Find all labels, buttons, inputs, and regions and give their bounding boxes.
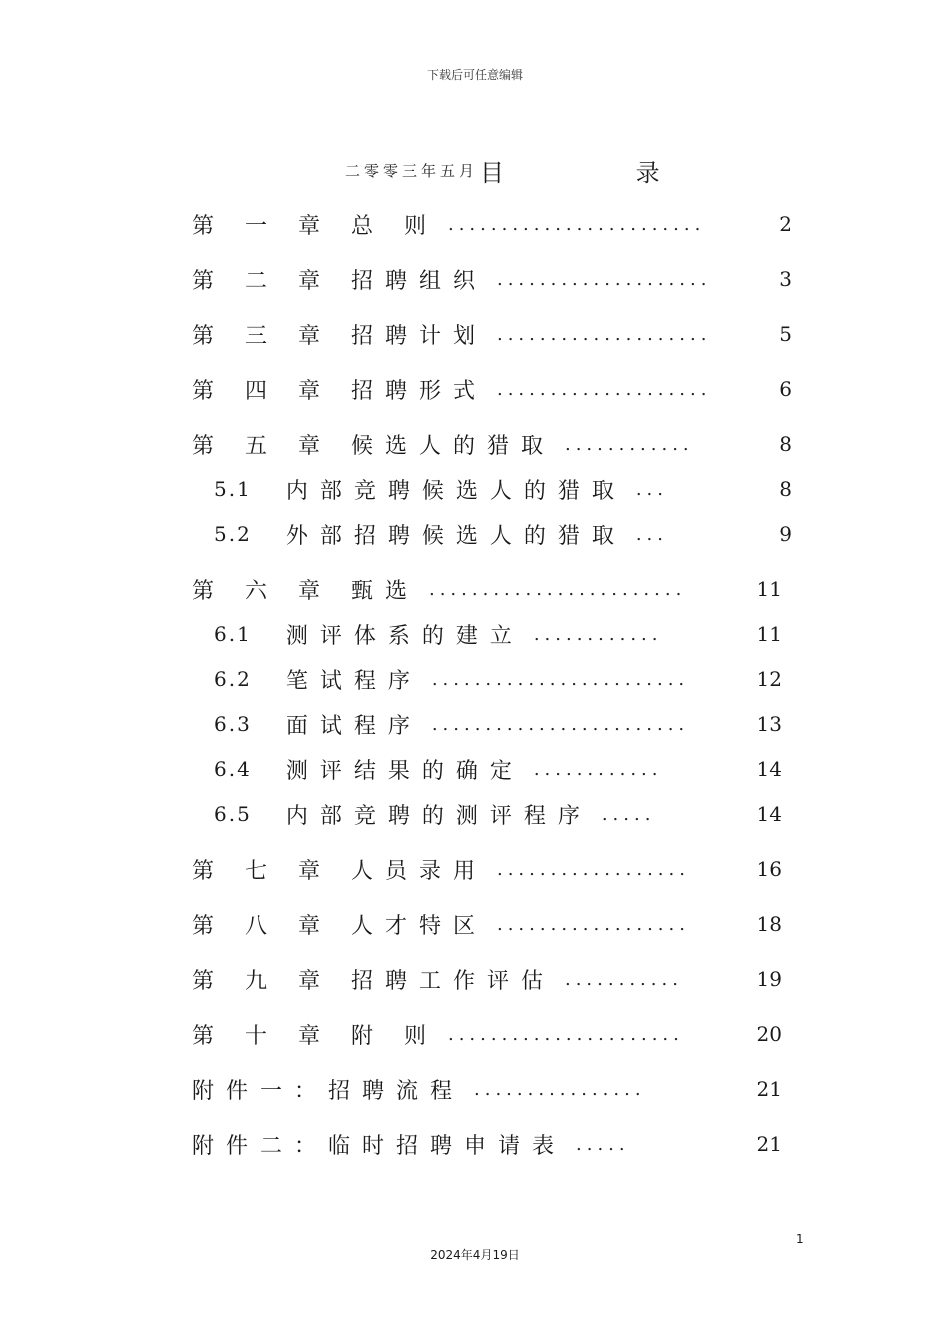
toc-entry[interactable] (192, 208, 792, 240)
toc-subentry[interactable] (214, 708, 782, 740)
toc-leader-dots: .................... (496, 323, 712, 345)
toc-subentry[interactable] (214, 663, 782, 695)
toc-leader-dots: ........................ (428, 578, 687, 600)
toc-subentry-label: 测评体系的建立 (285, 623, 524, 649)
toc-leader-dots: .................. (496, 858, 690, 880)
toc-subentry[interactable] (214, 618, 782, 650)
toc-entry-page: 12 (756, 667, 782, 691)
footer-date: 2024年4月19日 (430, 1248, 520, 1262)
toc-entry-label: 第 三 章 招聘计划 (192, 323, 487, 349)
toc-leader-dots: ...................... (447, 1023, 684, 1045)
toc-entry-label: 第 五 章 候选人的猎取 (192, 433, 555, 459)
toc-subentry-label: 测评结果的确定 (285, 758, 524, 784)
toc-entry[interactable] (192, 318, 792, 350)
toc-entry-label: 附件一：招聘流程 (192, 1078, 465, 1104)
toc-entry-page: 18 (756, 912, 782, 936)
toc-leader-dots: ..... (601, 803, 656, 825)
toc-leader-dots: ........................ (447, 213, 706, 235)
toc-entry-label: 附件二：临时招聘申请表 (192, 1133, 567, 1159)
toc-subentry-label: 内部竞聘候选人的猎取 (285, 478, 626, 504)
toc-leader-dots: ... (635, 478, 668, 500)
title-date: 二零零三年五月 (345, 161, 479, 180)
toc-entry-page: 3 (779, 267, 792, 291)
toc-subentry-number: 5.1 (214, 477, 252, 501)
toc-subentry-number: 6.3 (214, 712, 252, 736)
toc-entry-page: 14 (756, 802, 782, 826)
toc-leader-dots: .................. (496, 913, 690, 935)
toc-entry-label: 第 一 章 总 则 (192, 213, 438, 239)
toc-entry[interactable] (192, 263, 792, 295)
toc-entry-page: 16 (756, 857, 782, 881)
toc-entry[interactable] (192, 373, 792, 405)
page-number: 1 (796, 1232, 804, 1246)
toc-title: 目 录 (480, 158, 722, 187)
toc-subentry-number: 6.5 (214, 802, 252, 826)
toc-entry-page: 13 (756, 712, 782, 736)
toc-entry-label: 第 六 章 甄选 (192, 578, 419, 604)
toc-entry-page: 8 (779, 477, 792, 501)
toc-entry[interactable] (192, 1128, 782, 1160)
toc-entry-page: 2 (779, 212, 792, 236)
toc-leader-dots: ... (635, 523, 668, 545)
toc-entry[interactable] (192, 963, 782, 995)
toc-subentry-number: 6.2 (214, 667, 252, 691)
toc-entry[interactable] (192, 573, 782, 605)
toc-subentry[interactable] (214, 798, 782, 830)
header-note: 下载后可任意编辑 (426, 68, 523, 82)
toc-entry-label: 第 四 章 招聘形式 (192, 378, 487, 404)
toc-entry-label: 第 八 章 人才特区 (192, 913, 487, 939)
toc-subentry-label: 笔试程序 (285, 668, 422, 694)
toc-entry[interactable] (192, 853, 782, 885)
toc-leader-dots: ........................ (431, 668, 690, 690)
toc-title-row (345, 155, 722, 185)
toc-subentry-label: 内部竞聘的测评程序 (285, 803, 592, 829)
toc-entry-page: 6 (779, 377, 792, 401)
toc-subentry-number: 6.4 (214, 757, 252, 781)
toc-subentry-number: 6.1 (214, 622, 252, 646)
toc-leader-dots: ........... (564, 968, 683, 990)
toc-entry-page: 5 (779, 322, 792, 346)
toc-entry-page: 11 (756, 577, 782, 601)
toc-subentry-label: 外部招聘候选人的猎取 (285, 523, 626, 549)
toc-entry[interactable] (192, 428, 792, 460)
toc-leader-dots: ............ (533, 758, 663, 780)
toc-entry-page: 11 (756, 622, 782, 646)
toc-subentry[interactable] (214, 518, 792, 550)
toc-entry[interactable] (192, 1018, 782, 1050)
toc-entry-label: 第 九 章 招聘工作评估 (192, 968, 555, 994)
toc-entry-label: 第 七 章 人员录用 (192, 858, 487, 884)
toc-entry-label: 第 十 章 附 则 (192, 1023, 438, 1049)
toc-entry-page: 21 (756, 1132, 782, 1156)
toc-entry-page: 20 (756, 1022, 782, 1046)
toc-leader-dots: ................ (474, 1078, 646, 1100)
toc-leader-dots: ............ (564, 433, 694, 455)
toc-entry-page: 19 (756, 967, 782, 991)
toc-leader-dots: ........................ (431, 713, 690, 735)
toc-entry-page: 14 (756, 757, 782, 781)
toc-entry[interactable] (192, 1073, 782, 1105)
toc-leader-dots: ..... (576, 1133, 630, 1155)
toc-subentry-label: 面试程序 (285, 713, 422, 739)
toc-entry-page: 9 (779, 522, 792, 546)
toc-subentry[interactable] (214, 473, 792, 505)
toc-leader-dots: .................... (496, 378, 712, 400)
toc-entry-page: 21 (756, 1077, 782, 1101)
toc-entry-page: 8 (779, 432, 792, 456)
toc-leader-dots: .................... (496, 268, 712, 290)
toc-leader-dots: ............ (533, 623, 663, 645)
toc-entry-label: 第 二 章 招聘组织 (192, 268, 487, 294)
toc-subentry[interactable] (214, 753, 782, 785)
toc-entry[interactable] (192, 908, 782, 940)
toc-subentry-number: 5.2 (214, 522, 252, 546)
